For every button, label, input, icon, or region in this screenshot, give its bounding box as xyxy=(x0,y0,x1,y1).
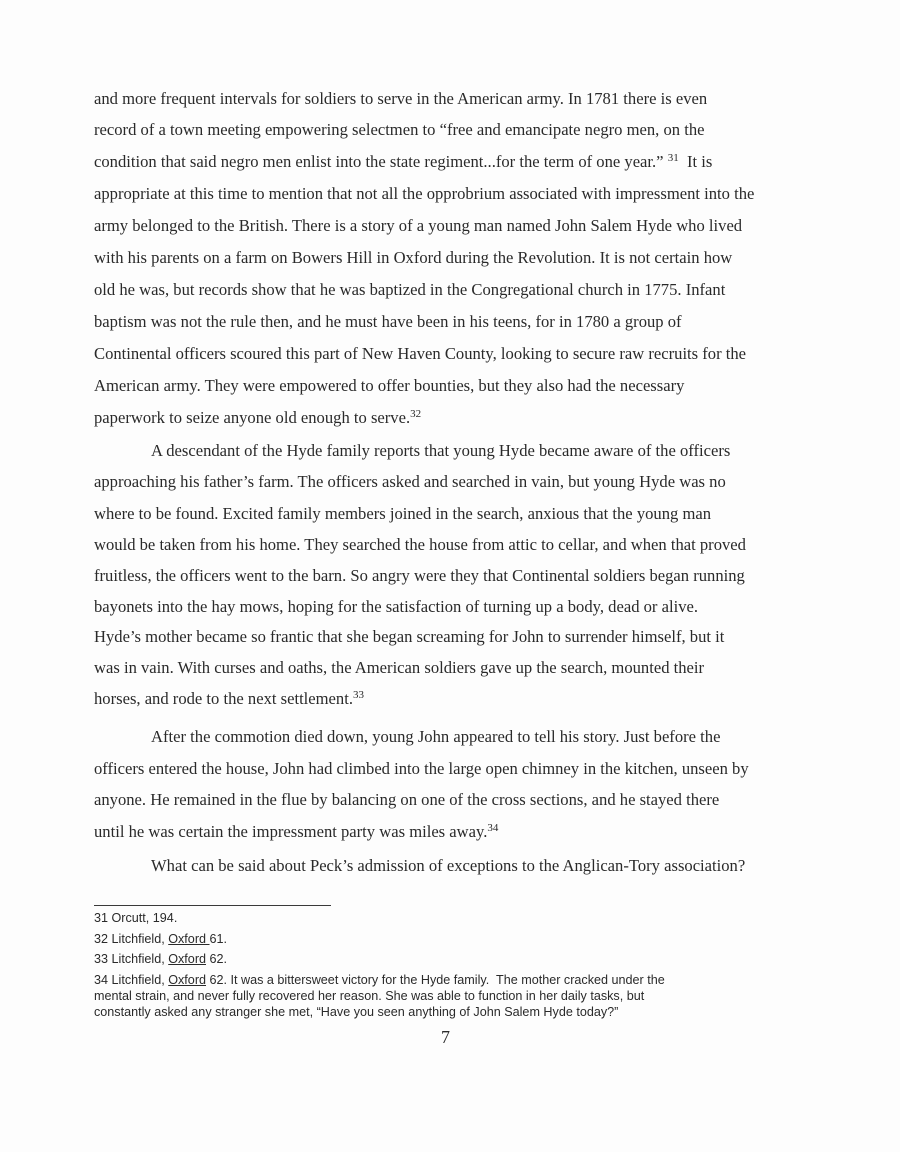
text-line: A descendant of the Hyde family reports that young Hyde became aware of the officers xyxy=(151,441,731,460)
text-line: What can be said about Peck’s admission of exceptions to the Anglican-Tory association? xyxy=(151,856,746,875)
footnote-separator xyxy=(94,905,331,906)
text-line: anyone. He remained in the flue by balancing on one of the cross sections, and he stayed there xyxy=(94,790,720,809)
footnote-source-title: Oxford xyxy=(168,973,207,987)
text-line xyxy=(94,152,712,172)
footnote-33 xyxy=(94,951,227,967)
text-line: Continental officers scoured this part of New Haven County, looking to secure raw recruits for the xyxy=(94,344,747,363)
footnote-31 xyxy=(94,910,177,926)
page-number: 7 xyxy=(441,1027,450,1047)
footnote-number: 32 xyxy=(94,932,109,946)
footnote-34-line-3: constantly asked any stranger she met, “Have you seen anything of John Salem Hyde today?” xyxy=(94,1005,619,1019)
text-line xyxy=(94,822,498,842)
text-line: American army. They were empowered to offer bounties, but they also had the necessary xyxy=(94,376,685,395)
text-line: army belonged to the British. There is a story of a young man named John Salem Hyde who lived xyxy=(94,216,743,235)
text-line xyxy=(94,408,421,428)
text-line: appropriate at this time to mention that not all the opprobrium associated with impressment into the xyxy=(94,184,755,203)
footnote-text: Litchfield, xyxy=(108,973,169,987)
footnote-text: Orcutt, 194. xyxy=(108,911,178,925)
text-span: until he was certain the impressment party was miles away. xyxy=(94,822,488,841)
footnote-34-line-2: mental strain, and never fully recovered her reason. She was able to function in her daily tasks, but xyxy=(94,989,645,1003)
footnote-source-title: Oxford xyxy=(168,952,207,966)
footnote-ref-33: 33 xyxy=(352,689,364,701)
footnote-ref-34: 34 xyxy=(487,822,499,834)
text-line: approaching his father’s farm. The officers asked and searched in vain, but young Hyde was no xyxy=(94,472,726,491)
text-line xyxy=(94,689,364,709)
footnote-text: 62. It was a bittersweet victory for the Hyde family. The mother cracked under the xyxy=(206,973,665,987)
footnote-text: 62. xyxy=(206,952,228,966)
text-line: old he was, but records show that he was baptized in the Congregational church in 1775. Infant xyxy=(94,280,726,299)
text-span: paperwork to seize anyone old enough to serve. xyxy=(94,408,411,427)
text-line: was in vain. With curses and oaths, the American soldiers gave up the search, mounted their xyxy=(94,658,705,677)
text-line: with his parents on a farm on Bowers Hill in Oxford during the Revolution. It is not certain how xyxy=(94,248,733,267)
text-line: fruitless, the officers went to the barn. So angry were they that Continental soldiers began running xyxy=(94,566,745,585)
footnote-text: Litchfield, xyxy=(108,932,169,946)
text-line: baptism was not the rule then, and he must have been in his teens, for in 1780 a group of xyxy=(94,312,682,331)
text-span: It is xyxy=(678,152,713,171)
text-line: officers entered the house, John had climbed into the large open chimney in the kitchen, unseen by xyxy=(94,759,749,778)
footnote-ref-32: 32 xyxy=(410,408,422,420)
footnote-number: 31 xyxy=(94,911,109,925)
text-line: record of a town meeting empowering selectmen to “free and emancipate negro men, on the xyxy=(94,120,705,139)
footnote-source-title: Oxford xyxy=(168,932,210,946)
footnote-32 xyxy=(94,931,227,947)
footnote-34 xyxy=(94,972,665,988)
footnote-number: 34 xyxy=(94,973,109,987)
footnote-text: Litchfield, xyxy=(108,952,169,966)
text-line: After the commotion died down, young John appeared to tell his story. Just before the xyxy=(151,727,721,746)
footnote-text: 61. xyxy=(209,932,228,946)
text-line: bayonets into the hay mows, hoping for the satisfaction of turning up a body, dead or alive. xyxy=(94,597,699,616)
text-line: where to be found. Excited family members joined in the search, anxious that the young man xyxy=(94,504,712,523)
footnote-number: 33 xyxy=(94,952,109,966)
text-line: would be taken from his home. They searched the house from attic to cellar, and when that proved xyxy=(94,535,746,554)
text-line: and more frequent intervals for soldiers to serve in the American army. In 1781 there is even xyxy=(94,89,708,108)
text-span: condition that said negro men enlist into the state regiment...for the term of one year.” xyxy=(94,152,668,171)
text-span: horses, and rode to the next settlement. xyxy=(94,689,353,708)
text-line: Hyde’s mother became so frantic that she began screaming for John to surrender himself, but it xyxy=(94,627,725,646)
footnote-ref-31: 31 xyxy=(667,152,679,164)
